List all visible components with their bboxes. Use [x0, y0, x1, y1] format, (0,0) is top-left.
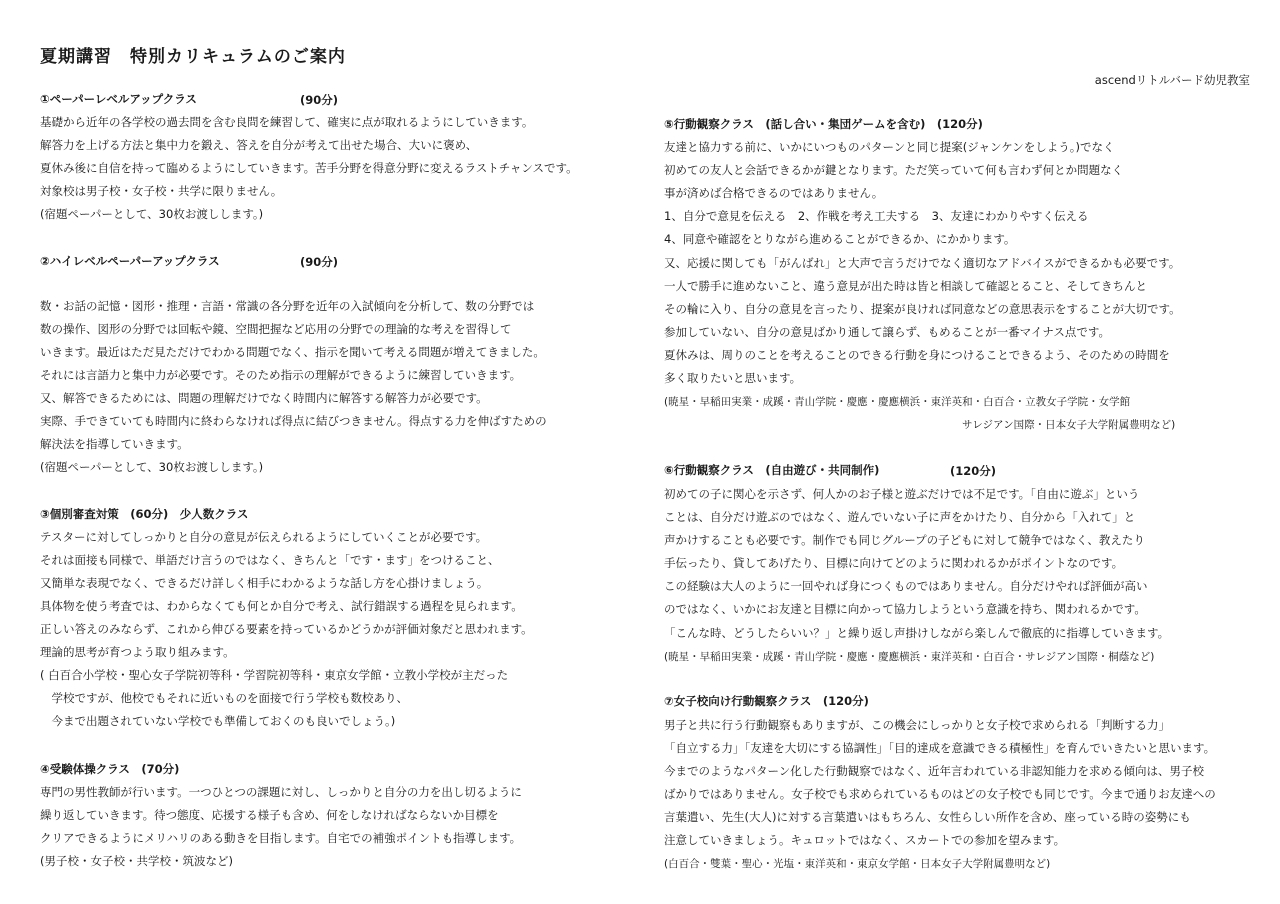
section-line: 数の操作、図形の分野では回転や鏡、空間把握など応用の分野での理論的な考えを習得して [40, 322, 512, 336]
section-heading: ⑤行動観察クラス (話し合い・集団ゲームを含む) (120分) [664, 117, 983, 131]
section-line: 「こんな時、どうしたらいい？」と繰り返し声掛けしながら楽しんで徹底的に指導していきます。 [664, 626, 1170, 640]
section-line: 1、自分で意見を伝える 2、作戦を考え工夫する 3、友達にわかりやすく伝える [664, 209, 1089, 223]
section-line: それは面接も同様で、単語だけ言うのではなく、きちんと「です・ます」をつけること、 [40, 553, 500, 567]
section-line: (暁星・早稲田実業・成蹊・青山学院・慶應・慶應横浜・東洋英和・白百合・立教女子学院・女学館 [664, 396, 1131, 408]
section-line: (男子校・女子校・共学校・筑波など) [40, 854, 233, 868]
section-line: 専門の男性教師が行います。一つひとつの課題に対し、しっかりと自分の力を出し切るように [40, 785, 522, 799]
section-line: 事が済めば合格できるのではありません。 [664, 186, 884, 200]
page-title: 夏期講習 特別カリキュラムのご案内 [40, 47, 346, 67]
section-duration: (90分) [300, 255, 339, 269]
section-line: この経験は大人のように一回やれば身につくものではありません。自分だけやれば評価が高い [664, 579, 1148, 593]
section-line: 基礎から近年の各学校の過去問を含む良問を練習して、確実に点が取れるようにしていきます。 [40, 115, 534, 129]
section-line: 又、解答できるためには、問題の理解だけでなく時間内に解答する解答力が必要です。 [40, 391, 488, 405]
section-line: のではなく、いかにお友達と目標に向かって協力しようという意識を持ち、関われるかです。 [664, 602, 1146, 616]
section-line: 友達と協力する前に、いかにいつものパターンと同じ提案(ジャンケンをしよう。)でなく [664, 140, 1115, 154]
section-line: 解答力を上げる方法と集中力を鍛え、答えを自分が考えて出せた場合、大いに褒め、 [40, 138, 478, 152]
section-heading: ⑥行動観察クラス (自由遊び・共同制作) [664, 463, 880, 477]
section-line: 声かけすることも必要です。制作でも同じグループの子どもに対して競争ではなく、教えたり [664, 533, 1145, 547]
section-line: 理論的思考が育つよう取り組みます。 [40, 645, 235, 659]
section-line: 参加していない、自分の意見ばかり通して譲らず、もめることが一番マイナス点です。 [664, 325, 1110, 339]
section-line: 言葉遣い、先生(大人)に対する言葉遣いはもちろん、女性らしい所作を含め、座っている時の姿勢にも [664, 810, 1191, 824]
section-line: (宿題ペーパーとして、30枚お渡しします。) [40, 207, 264, 221]
section-line: 多く取りたいと思います。 [664, 371, 802, 385]
section-line: 具体物を使う考査では、わからなくても何とか自分で考え、試行錯誤する過程を見られます。 [40, 599, 523, 613]
section-line: 又簡単な表現でなく、できるだけ詳しく相手にわかるような話し方を心掛けましょう。 [40, 576, 489, 590]
section-line: 夏休み後に自信を持って臨めるようにしていきます。苦手分野を得意分野に変えるラストチャンスです。 [40, 161, 578, 175]
section-heading: ④受験体操クラス (70分) [40, 762, 180, 776]
section-line: (白百合・雙葉・聖心・光塩・東洋英和・東京女学館・日本女子大学附属豊明など) [664, 858, 1051, 870]
section-line: 学校ですが、他校でもそれに近いものを面接で行う学校も数校あり、 [40, 691, 408, 705]
section-line: 夏休みは、周りのことを考えることのできる行動を身につけることできるよう、そのための時間を [664, 348, 1170, 362]
section-line: ことは、自分だけ遊ぶのではなく、遊んでいない子に声をかけたり、自分から「入れて」と [664, 510, 1136, 524]
section-line: 数・お話の記憶・図形・推理・言語・常識の各分野を近年の入試傾向を分析して、数の分野では [40, 299, 535, 313]
section-line: 手伝ったり、貸してあげたり、目標に向けてどのように関われるかがポイントなのです。 [664, 556, 1124, 570]
section-line: 4、同意や確認をとりながら進めることができるか、にかかります。 [664, 232, 1016, 246]
section-line: (宿題ペーパーとして、30枚お渡しします。) [40, 460, 264, 474]
section-heading: ②ハイレベルペーパーアップクラス [40, 254, 220, 268]
section-line: テスターに対してしっかりと自分の意見が伝えられるようにしていくことが必要です。 [40, 530, 488, 544]
section-line: 今まで出題されていない学校でも準備しておくのも良いでしょう。) [40, 714, 396, 728]
section-heading: ①ペーパーレベルアップクラス [40, 92, 197, 106]
section-line: サレジアン国際・日本女子大学附属豊明など) [962, 419, 1176, 431]
section-line: いきます。最近はただ見ただけでわかる問題でなく、指示を聞いて考える問題が増えてきました。 [40, 345, 545, 359]
section-heading: ③個別審査対策 (60分) 少人数クラス [40, 507, 249, 521]
section-line: それには言語力と集中力が必要です。そのため指示の理解ができるように練習していきます。 [40, 368, 522, 382]
section-line: 注意していきましょう。キュロットではなく、スカートでの参加を望みます。 [664, 833, 1066, 847]
section-line: 男子と共に行う行動観察もありますが、この機会にしっかりと女子校で求められる「判断する力」 [664, 718, 1170, 732]
section-line: 正しい答えのみならず、これから伸びる要素を持っているかどうかが評価対象だと思われます。 [40, 622, 533, 636]
section-line: クリアできるようにメリハリのある動きを目指します。自宅での補強ポイントも指導します。 [40, 831, 522, 845]
section-duration: (120分) [950, 464, 997, 478]
section-line: 初めての子に関心を示さず、何人かのお子様と遊ぶだけでは不足です。「自由に遊ぶ」という [664, 487, 1140, 501]
section-line: 今までのようなパターン化した行動観察ではなく、近年言われている非認知能力を求める傾向は、男子校 [664, 764, 1205, 778]
section-line: その輪に入り、自分の意見を言ったり、提案が良ければ同意などの意思表示をすることが大切です。 [664, 302, 1181, 316]
section-line: 一人で勝手に進めないこと、違う意見が出た時は皆と相談して確認とること、そしてきちんと [664, 279, 1147, 293]
school-name: ascendリトルバード幼児教室 [1094, 73, 1250, 87]
section-duration: (90分) [300, 93, 339, 107]
section-line: 対象校は男子校・女子校・共学に限りません。 [40, 184, 283, 198]
section-line: 繰り返していきます。待つ態度、応援する様子も含め、何をしなければならないか目標を [40, 808, 499, 822]
section-line: 解決法を指導していきます。 [40, 437, 189, 451]
section-heading: ⑦女子校向け行動観察クラス (120分) [664, 694, 869, 708]
section-line: 又、応援に関しても「がんばれ」と大声で言うだけでなく適切なアドバイスができるかも必要です。 [664, 256, 1181, 270]
section-line: 初めての友人と会話できるかが鍵となります。ただ笑っていて何も言わず何とか問題なく [664, 163, 1124, 177]
section-line: ばかりではありません。女子校でも求められているものはどの女子校でも同じです。今まで通りお友達への [664, 787, 1216, 801]
section-line: ( 白百合小学校・聖心女子学院初等科・学習院初等科・東京女学館・立教小学校が主だった [40, 668, 509, 682]
section-line: 「自立する力」「友達を大切にする協調性」「目的達成を意識できる積極性」を育んでいきたいと思います。 [664, 741, 1216, 755]
section-line: 実際、手できていても時間内に終わらなければ得点に結びつきません。得点する力を伸ばすための [40, 414, 547, 428]
section-line: (暁星・早稲田実業・成蹊・青山学院・慶應・慶應横浜・東洋英和・白百合・サレジアン国際・桐蔭など) [664, 651, 1155, 663]
